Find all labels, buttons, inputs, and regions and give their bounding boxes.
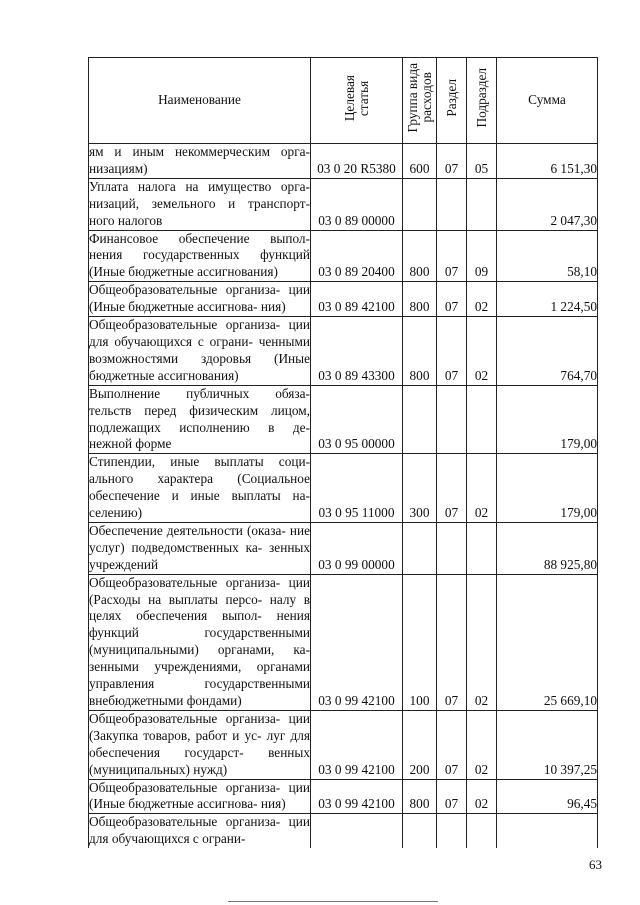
row-subsection [467, 814, 497, 848]
row-sum: 179,00 [497, 454, 598, 523]
table-row [89, 282, 598, 317]
row-expense-group: 100 [403, 574, 437, 710]
row-section [437, 385, 467, 454]
row-target-article: 03 0 99 00000 [311, 522, 403, 574]
row-name: Уплата налога на имущество орга- низаций, земельного и транспорт- ного налогов [89, 178, 311, 230]
row-sum: 2 047,30 [497, 178, 598, 230]
row-subsection: 02 [467, 454, 497, 523]
row-subsection: 02 [467, 282, 497, 317]
row-target-article: 03 0 99 42100 [311, 710, 403, 779]
row-target-article: 03 0 95 00000 [311, 385, 403, 454]
row-expense-group [403, 522, 437, 574]
row-sum: 88 925,80 [497, 522, 598, 574]
table-row [89, 385, 598, 454]
row-name: Стипендии, иные выплаты соци- ального характера (Социальное обеспечение и иные выплаты на- селению) [89, 454, 311, 523]
row-name: ям и иным некоммерческим орга- низациям) [89, 144, 311, 179]
row-name: Общеобразовательные организа- ции (Иные бюджетные ассигнова- ния) [89, 779, 311, 814]
row-name: Общеобразовательные организа- ции для обучающихся с ограни- ченными возможностями здоровья (Иные бюджетные ассигнования) [89, 317, 311, 386]
table-row [89, 522, 598, 574]
row-expense-group [403, 178, 437, 230]
row-section [437, 522, 467, 574]
row-sum: 1 224,50 [497, 282, 598, 317]
row-sum: 25 669,10 [497, 574, 598, 710]
header-sum: Сумма [497, 58, 598, 144]
table-row [89, 779, 598, 814]
table-row [89, 710, 598, 779]
row-name: Обеспечение деятельности (оказа- ние услуг) подведомственных ка- зенных учреждений [89, 522, 311, 574]
header-section: Раздел [437, 58, 467, 144]
bottom-rule [228, 901, 438, 902]
row-section: 07 [437, 779, 467, 814]
header-name: Наименование [89, 58, 311, 144]
row-section: 07 [437, 282, 467, 317]
row-expense-group: 800 [403, 282, 437, 317]
row-target-article: 03 0 89 43300 [311, 317, 403, 386]
row-sum [497, 814, 598, 848]
row-subsection: 09 [467, 230, 497, 282]
budget-table [88, 57, 598, 848]
row-sum: 96,45 [497, 779, 598, 814]
table-row [89, 454, 598, 523]
row-section: 07 [437, 574, 467, 710]
row-section: 07 [437, 317, 467, 386]
row-expense-group [403, 385, 437, 454]
row-expense-group [403, 814, 437, 848]
row-name: Общеобразовательные организа- ции (Иные бюджетные ассигнова- ния) [89, 282, 311, 317]
page-number: 63 [589, 857, 602, 872]
row-target-article: 03 0 20 R5380 [311, 144, 403, 179]
row-target-article: 03 0 89 42100 [311, 282, 403, 317]
row-section: 07 [437, 710, 467, 779]
row-expense-group: 800 [403, 230, 437, 282]
row-target-article: 03 0 99 42100 [311, 779, 403, 814]
row-subsection [467, 385, 497, 454]
row-sum: 6 151,30 [497, 144, 598, 179]
row-sum: 10 397,25 [497, 710, 598, 779]
table-body [89, 144, 598, 849]
row-subsection: 02 [467, 710, 497, 779]
row-expense-group: 200 [403, 710, 437, 779]
row-expense-group: 600 [403, 144, 437, 179]
row-name: Общеобразовательные организа- ции (Закупка товаров, работ и ус- луг для обеспечения государст- венных (муниципальных) нужд) [89, 710, 311, 779]
row-expense-group: 800 [403, 317, 437, 386]
row-section: 07 [437, 454, 467, 523]
table-row [89, 144, 598, 179]
table-row [89, 230, 598, 282]
row-sum: 58,10 [497, 230, 598, 282]
row-subsection: 02 [467, 779, 497, 814]
row-sum: 764,70 [497, 317, 598, 386]
row-expense-group: 800 [403, 779, 437, 814]
row-section [437, 178, 467, 230]
row-target-article: 03 0 99 42100 [311, 574, 403, 710]
row-target-article: 03 0 89 20400 [311, 230, 403, 282]
row-name: Общеобразовательные организа- ции для обучающихся с ограни- [89, 814, 310, 847]
header-target-article: Целевая статья [311, 58, 403, 144]
row-subsection: 05 [467, 144, 497, 179]
row-subsection [467, 522, 497, 574]
table-row [89, 574, 598, 710]
row-target-article [311, 814, 403, 848]
row-name: Финансовое обеспечение выпол- нения государственных функций (Иные бюджетные ассигнования) [89, 230, 311, 282]
row-subsection: 02 [467, 317, 497, 386]
table-row [89, 814, 598, 848]
table-row [89, 317, 598, 386]
row-section [437, 814, 467, 848]
row-target-article: 03 0 95 11000 [311, 454, 403, 523]
row-expense-group: 300 [403, 454, 437, 523]
row-section: 07 [437, 230, 467, 282]
row-name: Выполнение публичных обяза- тельств перед физическим лицом, подлежащих исполнению в де- нежной форме [89, 385, 311, 454]
row-subsection: 02 [467, 574, 497, 710]
row-name: Общеобразовательные организа- ции (Расходы на выплаты персо- налу в целях обеспечения выпол- нения функций государственными (муниципальными) органами, ка- зенными учреждениями, органами управления государственными внебюджетными фондами) [89, 574, 311, 710]
header-expense-group: Группа вида расходов [403, 58, 437, 144]
row-sum: 179,00 [497, 385, 598, 454]
row-subsection [467, 178, 497, 230]
row-section: 07 [437, 144, 467, 179]
header-subsection: Подраздел [467, 58, 497, 144]
row-target-article: 03 0 89 00000 [311, 178, 403, 230]
table-header-row [89, 58, 598, 144]
table-row [89, 178, 598, 230]
